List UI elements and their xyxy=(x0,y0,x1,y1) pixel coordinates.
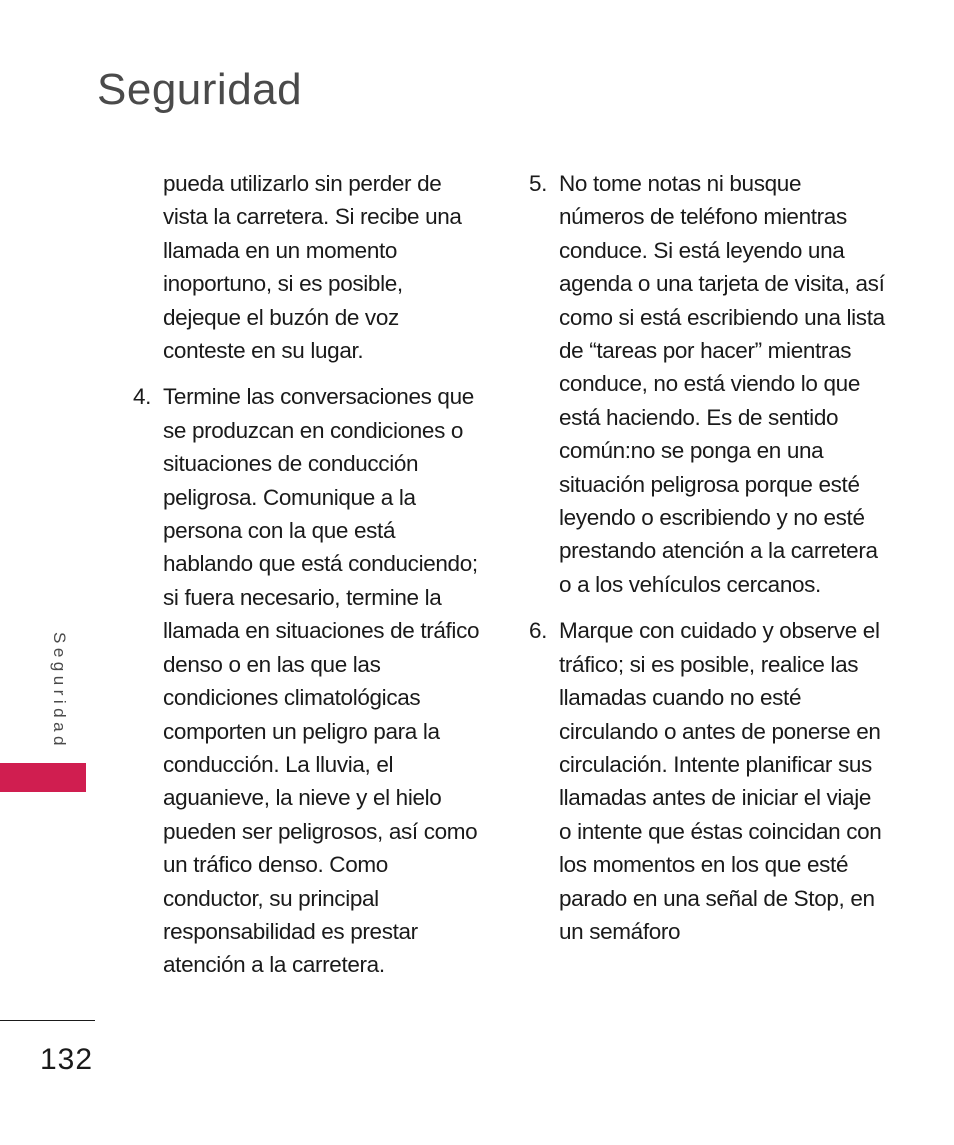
page-title: Seguridad xyxy=(97,65,303,114)
list-item-number: 6. xyxy=(529,618,548,644)
list-item-number: 4. xyxy=(133,384,152,410)
side-tab-label: Seguridad xyxy=(50,632,69,751)
page-number: 132 xyxy=(40,1043,94,1076)
continuation-paragraph xyxy=(133,167,483,367)
list-item-text: Termine las conversaciones que se produzcan en condiciones o situaciones de conducción peligrosa. Comunique a la persona con la que está hablando que está conduciendo; si fuera necesario, termine la llamada en situaciones de tráfico denso o en las que las condiciones climatológicas comporten un peligro para la conducción. La lluvia, el aguanieve, la nieve y el hielo pueden ser peligrosos, así como un tráfico denso. Como conductor, su principal responsabilidad es prestar atención a la carretera. xyxy=(163,384,480,978)
left-column xyxy=(133,167,483,995)
list-item-4 xyxy=(133,380,483,981)
list-item-text: Marque con cuidado y observe el tráfico; si es posible, realice las llamadas cuando no esté circulando o antes de ponerse en circulación. Intente planificar sus llamadas antes de iniciar el viaje o intente que éstas coincidan con los momentos en los que esté parado en una señal de Stop, en un semáforo xyxy=(559,618,882,944)
continuation-text: pueda utilizarlo sin perder de vista la carretera. Si recibe una llamada en un momento inoportuno, si es posible, dejeque el buzón de voz conteste en su lugar. xyxy=(163,171,462,364)
list-item-text: No tome notas ni busque números de teléfono mientras conduce. Si está leyendo una agenda o una tarjeta de visita, así como si está escribiendo una lista de “tareas por hacer” mientras conduce, no está viendo lo que está haciendo. Es de sentido común:no se ponga en una situación peligrosa porque esté leyendo o escribiendo y no esté prestando atención a la carretera o a los vehículos cercanos. xyxy=(559,171,885,597)
side-tab-accent-bar xyxy=(0,763,86,792)
right-column xyxy=(529,167,889,961)
footer-divider xyxy=(0,1020,95,1021)
list-item-5 xyxy=(529,167,889,601)
list-item-number: 5. xyxy=(529,171,548,196)
list-item-6 xyxy=(529,614,889,948)
